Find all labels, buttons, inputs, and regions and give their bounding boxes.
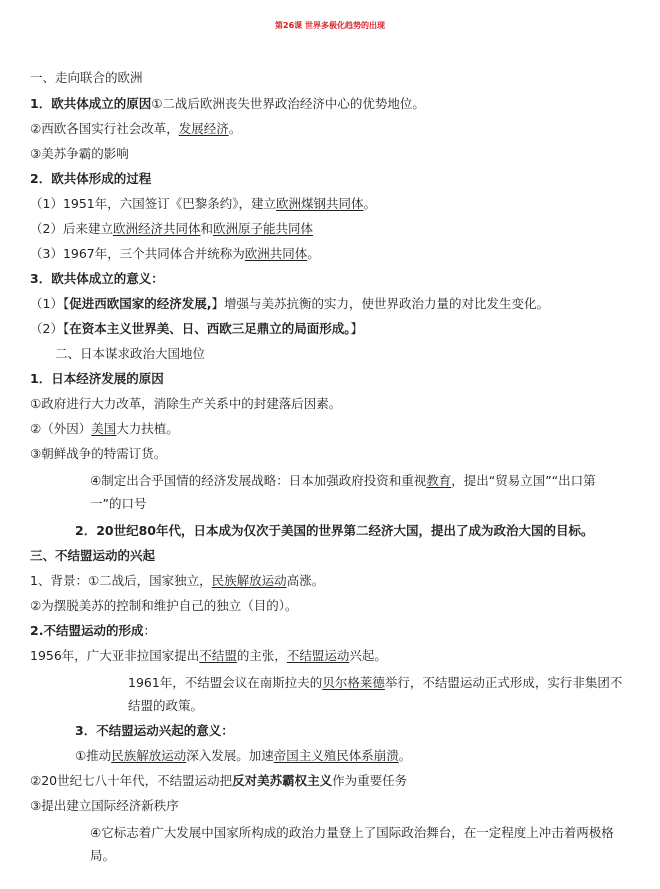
text: ，提出“贸易立国”“出口第	[451, 473, 596, 488]
text: 。	[363, 196, 377, 211]
text: 1956年，广大亚非拉国家提出	[30, 648, 200, 663]
paragraph	[30, 196, 376, 212]
underlined-term: 贝尔格莱德	[322, 675, 385, 690]
text: 。	[398, 748, 412, 763]
text: ②20世纪七八十年代，不结盟运动把	[30, 773, 233, 788]
text: 】	[350, 321, 363, 336]
text: 举行，不结盟运动正式形成，实行非集团不	[384, 675, 623, 690]
underlined-term: 欧洲经济共同体	[112, 221, 201, 236]
text: （3）1967年，三个共同体合并统称为	[30, 246, 245, 261]
text: ：	[143, 623, 156, 638]
point-label: 2．欧共体形成的过程	[30, 171, 152, 186]
text: 作为重要任务	[332, 773, 408, 788]
paragraph: ①政府进行大力改革，消除生产关系中的封建落后因素。	[30, 396, 342, 411]
underlined-term: 欧洲共同体	[244, 246, 308, 261]
paragraph	[30, 96, 425, 112]
section-heading: 二、日本谋求政治大国地位	[55, 346, 206, 361]
bold-text: 在资本主义世界美、日、西欧三足鼎立的局面形成。	[69, 321, 351, 336]
paragraph: ②为摆脱美苏的控制和维护自己的独立（目的）。	[30, 598, 298, 613]
page-title: 第26课 世界多极化趋势的出现	[275, 21, 385, 30]
paragraph: ④它标志着广大发展中国家所构成的政治力量登上了国际政治舞台，在一定程度上冲击着两极格	[90, 825, 614, 840]
underlined-term: 民族解放运动	[111, 748, 187, 763]
text: 1、背景：①二战后，国家独立，	[30, 573, 212, 588]
paragraph: 局。	[90, 848, 116, 863]
paragraph	[30, 296, 549, 312]
paragraph: ③提出建立国际经济新秩序	[30, 798, 179, 813]
text: 】增强与美苏抗衡的实力，使世界政治力量的对比发生变化。	[211, 296, 549, 311]
paragraph	[30, 573, 324, 589]
text: 。	[307, 246, 320, 261]
paragraph	[30, 246, 320, 262]
paragraph	[30, 121, 241, 137]
paragraph	[30, 648, 387, 664]
underlined-term: 美国	[91, 421, 117, 436]
point-label: 2．20世纪80年代，日本成为仅次于美国的世界第二经济大国，提出了成为政治大国的目标。	[75, 523, 594, 538]
paragraph	[30, 321, 363, 337]
underlined-term: 不结盟运动	[286, 648, 350, 663]
underlined-term: 不结盟	[199, 648, 237, 663]
text: 大力扶植。	[116, 421, 179, 436]
underlined-term: 发展经济	[178, 121, 229, 136]
text: ②西欧各国实行社会改革，	[30, 121, 179, 136]
paragraph	[30, 221, 313, 237]
text: ②（外因）	[30, 421, 92, 436]
underlined-term: 民族解放运动	[211, 573, 287, 588]
text: （1）1951年，六国签订《巴黎条约》，建立	[30, 196, 277, 211]
text: （1）【	[30, 296, 70, 311]
paragraph: 一”的口号	[90, 496, 147, 511]
paragraph	[30, 421, 179, 437]
section-heading: 三、不结盟运动的兴起	[30, 548, 156, 563]
text: 1961年，不结盟会议在南斯拉夫的	[128, 675, 323, 690]
point-label: 1．欧共体成立的原因	[30, 96, 152, 111]
underlined-term: 欧洲原子能共同体	[213, 221, 314, 236]
point-label: 3．欧共体成立的意义：	[30, 271, 164, 286]
paragraph	[30, 773, 407, 789]
underlined-term: 欧洲煤钢共同体	[276, 196, 364, 211]
paragraph: 结盟的政策。	[128, 698, 204, 713]
bold-text: 促进西欧国家的经济发展,	[69, 296, 212, 311]
point-label: 1．日本经济发展的原因	[30, 371, 164, 386]
text: ①推动	[75, 748, 112, 763]
text: （2）【	[30, 321, 70, 336]
text: ④制定出合乎国情的经济发展战略：日本加强政府投资和重视	[90, 473, 427, 488]
text: 深入发展。加速	[186, 748, 274, 763]
paragraph	[75, 748, 411, 764]
text: 的主张，	[236, 648, 287, 663]
bold-text: 反对美苏霸权主义	[232, 773, 333, 788]
underlined-term: 教育	[426, 473, 452, 488]
text: 高涨。	[286, 573, 325, 588]
paragraph: ③朝鲜战争的特需订货。	[30, 446, 167, 461]
paragraph	[30, 623, 156, 639]
paragraph	[90, 473, 596, 489]
underlined-term: 帝国主义殖民体系崩溃	[273, 748, 399, 763]
text: 和	[200, 221, 213, 236]
section-heading: 一、走向联合的欧洲	[30, 70, 143, 85]
text: （2）后来建立	[30, 221, 113, 236]
point-label: 3．不结盟运动兴起的意义：	[75, 723, 234, 738]
paragraph	[128, 675, 622, 691]
text: 。	[228, 121, 242, 136]
text: 兴起。	[349, 648, 387, 663]
point-label: 2.不结盟运动的形成	[30, 623, 144, 638]
paragraph: ③美苏争霸的影响	[30, 146, 129, 161]
text: ①二战后欧洲丧失世界政治经济中心的优势地位。	[151, 96, 425, 111]
